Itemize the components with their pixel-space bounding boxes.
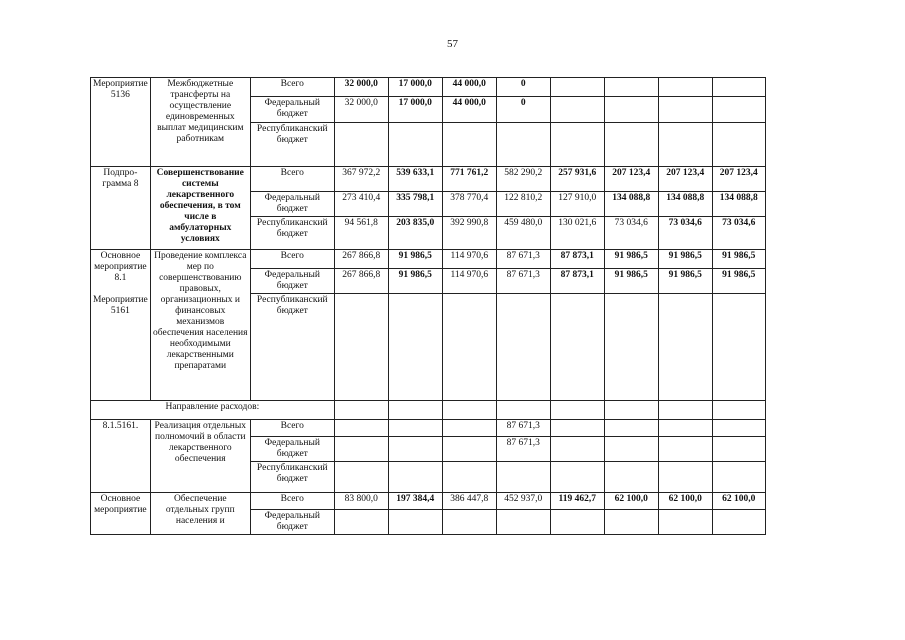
amount-cell: 62 100,0 — [712, 493, 765, 510]
funding-source-cell: Республиканский бюджет — [250, 294, 334, 401]
table-row — [91, 420, 766, 437]
amount-cell: 207 123,4 — [604, 167, 658, 192]
funding-source-cell: Республиканский бюджет — [250, 123, 334, 167]
amount-cell — [712, 123, 765, 167]
amount-cell: 91 986,5 — [712, 269, 765, 294]
amount-cell: 87 671,3 — [496, 269, 550, 294]
amount-cell — [442, 462, 496, 493]
amount-cell: 87 671,3 — [496, 420, 550, 437]
amount-cell: 17 000,0 — [388, 78, 442, 97]
program-name-cell: Обеспечение отдельных групп населения и — [150, 493, 250, 535]
amount-cell — [658, 97, 712, 123]
amount-cell: 114 970,6 — [442, 250, 496, 269]
amount-cell — [658, 294, 712, 401]
program-code-cell: Мероприятие 5136 — [91, 78, 151, 167]
empty-cell — [442, 401, 496, 420]
empty-cell — [388, 401, 442, 420]
program-code-cell: 8.1.5161. — [91, 420, 151, 493]
amount-cell — [550, 123, 604, 167]
amount-cell — [658, 78, 712, 97]
amount-cell: 134 088,8 — [712, 192, 765, 217]
page-number: 57 — [447, 38, 458, 50]
amount-cell — [658, 510, 712, 535]
program-name-cell: Реализация отдельных полномочий в области лекарственного обеспечения — [150, 420, 250, 493]
amount-cell: 386 447,8 — [442, 493, 496, 510]
section-row — [91, 401, 766, 420]
table-row — [91, 167, 766, 192]
amount-cell — [604, 510, 658, 535]
amount-cell — [442, 123, 496, 167]
amount-cell — [496, 510, 550, 535]
program-code-cell: Подпрограмма 8 — [91, 167, 151, 250]
amount-cell — [496, 294, 550, 401]
amount-cell — [604, 420, 658, 437]
amount-cell: 32 000,0 — [334, 97, 388, 123]
amount-cell: 91 986,5 — [388, 269, 442, 294]
program-name-cell: Проведение комплекса мер по совершенствованию правовых, организационных и финансовых механизмов обеспечения населения необходимыми лекарственными препаратами — [150, 250, 250, 401]
amount-cell: 127 910,0 — [550, 192, 604, 217]
amount-cell — [334, 123, 388, 167]
funding-source-cell: Всего — [250, 167, 334, 192]
amount-cell — [712, 78, 765, 97]
section-label: Направление расходов: — [91, 401, 335, 420]
amount-cell: 83 800,0 — [334, 493, 388, 510]
amount-cell: 87 873,1 — [550, 250, 604, 269]
amount-cell — [388, 123, 442, 167]
funding-source-cell: Республиканский бюджет — [250, 217, 334, 250]
funding-source-cell: Федеральный бюджет — [250, 97, 334, 123]
amount-cell — [658, 123, 712, 167]
amount-cell — [388, 294, 442, 401]
amount-cell — [442, 437, 496, 462]
funding-source-cell: Всего — [250, 250, 334, 269]
amount-cell — [712, 437, 765, 462]
amount-cell — [334, 420, 388, 437]
amount-cell — [442, 510, 496, 535]
amount-cell: 91 986,5 — [712, 250, 765, 269]
amount-cell: 130 021,6 — [550, 217, 604, 250]
budget-table — [90, 77, 766, 535]
amount-cell — [388, 420, 442, 437]
amount-cell: 17 000,0 — [388, 97, 442, 123]
amount-cell: 119 462,7 — [550, 493, 604, 510]
amount-cell: 87 873,1 — [550, 269, 604, 294]
funding-source-cell: Всего — [250, 420, 334, 437]
amount-cell — [604, 78, 658, 97]
amount-cell: 0 — [496, 78, 550, 97]
amount-cell — [658, 462, 712, 493]
amount-cell — [334, 462, 388, 493]
amount-cell — [658, 437, 712, 462]
amount-cell: 122 810,2 — [496, 192, 550, 217]
funding-source-cell: Федеральный бюджет — [250, 510, 334, 535]
table-row — [91, 78, 766, 97]
amount-cell — [388, 462, 442, 493]
amount-cell: 62 100,0 — [604, 493, 658, 510]
amount-cell: 0 — [496, 97, 550, 123]
amount-cell: 73 034,6 — [712, 217, 765, 250]
funding-source-cell: Республиканский бюджет — [250, 462, 334, 493]
amount-cell — [388, 510, 442, 535]
amount-cell: 207 123,4 — [658, 167, 712, 192]
amount-cell: 91 986,5 — [658, 269, 712, 294]
amount-cell — [550, 294, 604, 401]
funding-source-cell: Всего — [250, 78, 334, 97]
amount-cell: 32 000,0 — [334, 78, 388, 97]
amount-cell: 73 034,6 — [658, 217, 712, 250]
amount-cell: 203 835,0 — [388, 217, 442, 250]
amount-cell — [334, 294, 388, 401]
amount-cell — [334, 510, 388, 535]
amount-cell: 392 990,8 — [442, 217, 496, 250]
empty-cell — [658, 401, 712, 420]
amount-cell: 44 000,0 — [442, 97, 496, 123]
table-row — [91, 250, 766, 269]
amount-cell — [712, 97, 765, 123]
empty-cell — [550, 401, 604, 420]
amount-cell: 459 480,0 — [496, 217, 550, 250]
amount-cell: 87 671,3 — [496, 437, 550, 462]
amount-cell — [550, 510, 604, 535]
program-name-cell: Совершенствование системы лекарственного обеспечения, в том числе в амбулаторных условиях — [150, 167, 250, 250]
amount-cell — [712, 510, 765, 535]
amount-cell — [442, 420, 496, 437]
amount-cell — [604, 437, 658, 462]
amount-cell — [712, 462, 765, 493]
amount-cell: 91 986,5 — [388, 250, 442, 269]
amount-cell: 207 123,4 — [712, 167, 765, 192]
amount-cell — [604, 123, 658, 167]
amount-cell — [496, 123, 550, 167]
funding-source-cell: Всего — [250, 493, 334, 510]
amount-cell: 134 088,8 — [658, 192, 712, 217]
amount-cell: 114 970,6 — [442, 269, 496, 294]
amount-cell: 94 561,8 — [334, 217, 388, 250]
amount-cell: 378 770,4 — [442, 192, 496, 217]
amount-cell — [658, 420, 712, 437]
empty-cell — [712, 401, 765, 420]
amount-cell: 91 986,5 — [658, 250, 712, 269]
amount-cell — [604, 97, 658, 123]
amount-cell — [388, 437, 442, 462]
amount-cell — [550, 462, 604, 493]
amount-cell: 62 100,0 — [658, 493, 712, 510]
empty-cell — [604, 401, 658, 420]
funding-source-cell: Федеральный бюджет — [250, 437, 334, 462]
amount-cell: 335 798,1 — [388, 192, 442, 217]
empty-cell — [496, 401, 550, 420]
amount-cell: 44 000,0 — [442, 78, 496, 97]
amount-cell: 197 384,4 — [388, 493, 442, 510]
funding-source-cell: Федеральный бюджет — [250, 192, 334, 217]
program-code-cell: Основное мероприятие — [91, 493, 151, 535]
amount-cell — [550, 420, 604, 437]
amount-cell — [604, 294, 658, 401]
empty-cell — [334, 401, 388, 420]
amount-cell: 273 410,4 — [334, 192, 388, 217]
amount-cell: 91 986,5 — [604, 250, 658, 269]
amount-cell: 134 088,8 — [604, 192, 658, 217]
amount-cell — [712, 420, 765, 437]
amount-cell: 267 866,8 — [334, 269, 388, 294]
amount-cell — [712, 294, 765, 401]
amount-cell: 452 937,0 — [496, 493, 550, 510]
amount-cell — [604, 462, 658, 493]
amount-cell — [334, 437, 388, 462]
amount-cell: 267 866,8 — [334, 250, 388, 269]
amount-cell: 91 986,5 — [604, 269, 658, 294]
table-row — [91, 493, 766, 510]
amount-cell: 771 761,2 — [442, 167, 496, 192]
amount-cell — [442, 294, 496, 401]
amount-cell — [496, 462, 550, 493]
amount-cell: 87 671,3 — [496, 250, 550, 269]
amount-cell: 582 290,2 — [496, 167, 550, 192]
program-code-cell: Основное мероприятие 8.1 Мероприятие 5161 — [91, 250, 151, 401]
amount-cell: 367 972,2 — [334, 167, 388, 192]
amount-cell: 539 633,1 — [388, 167, 442, 192]
program-name-cell: Межбюджетные трансферты на осуществление единовременных выплат медицинским работникам — [150, 78, 250, 167]
amount-cell — [550, 437, 604, 462]
amount-cell — [550, 97, 604, 123]
funding-source-cell: Федеральный бюджет — [250, 269, 334, 294]
amount-cell: 73 034,6 — [604, 217, 658, 250]
amount-cell — [550, 78, 604, 97]
amount-cell: 257 931,6 — [550, 167, 604, 192]
